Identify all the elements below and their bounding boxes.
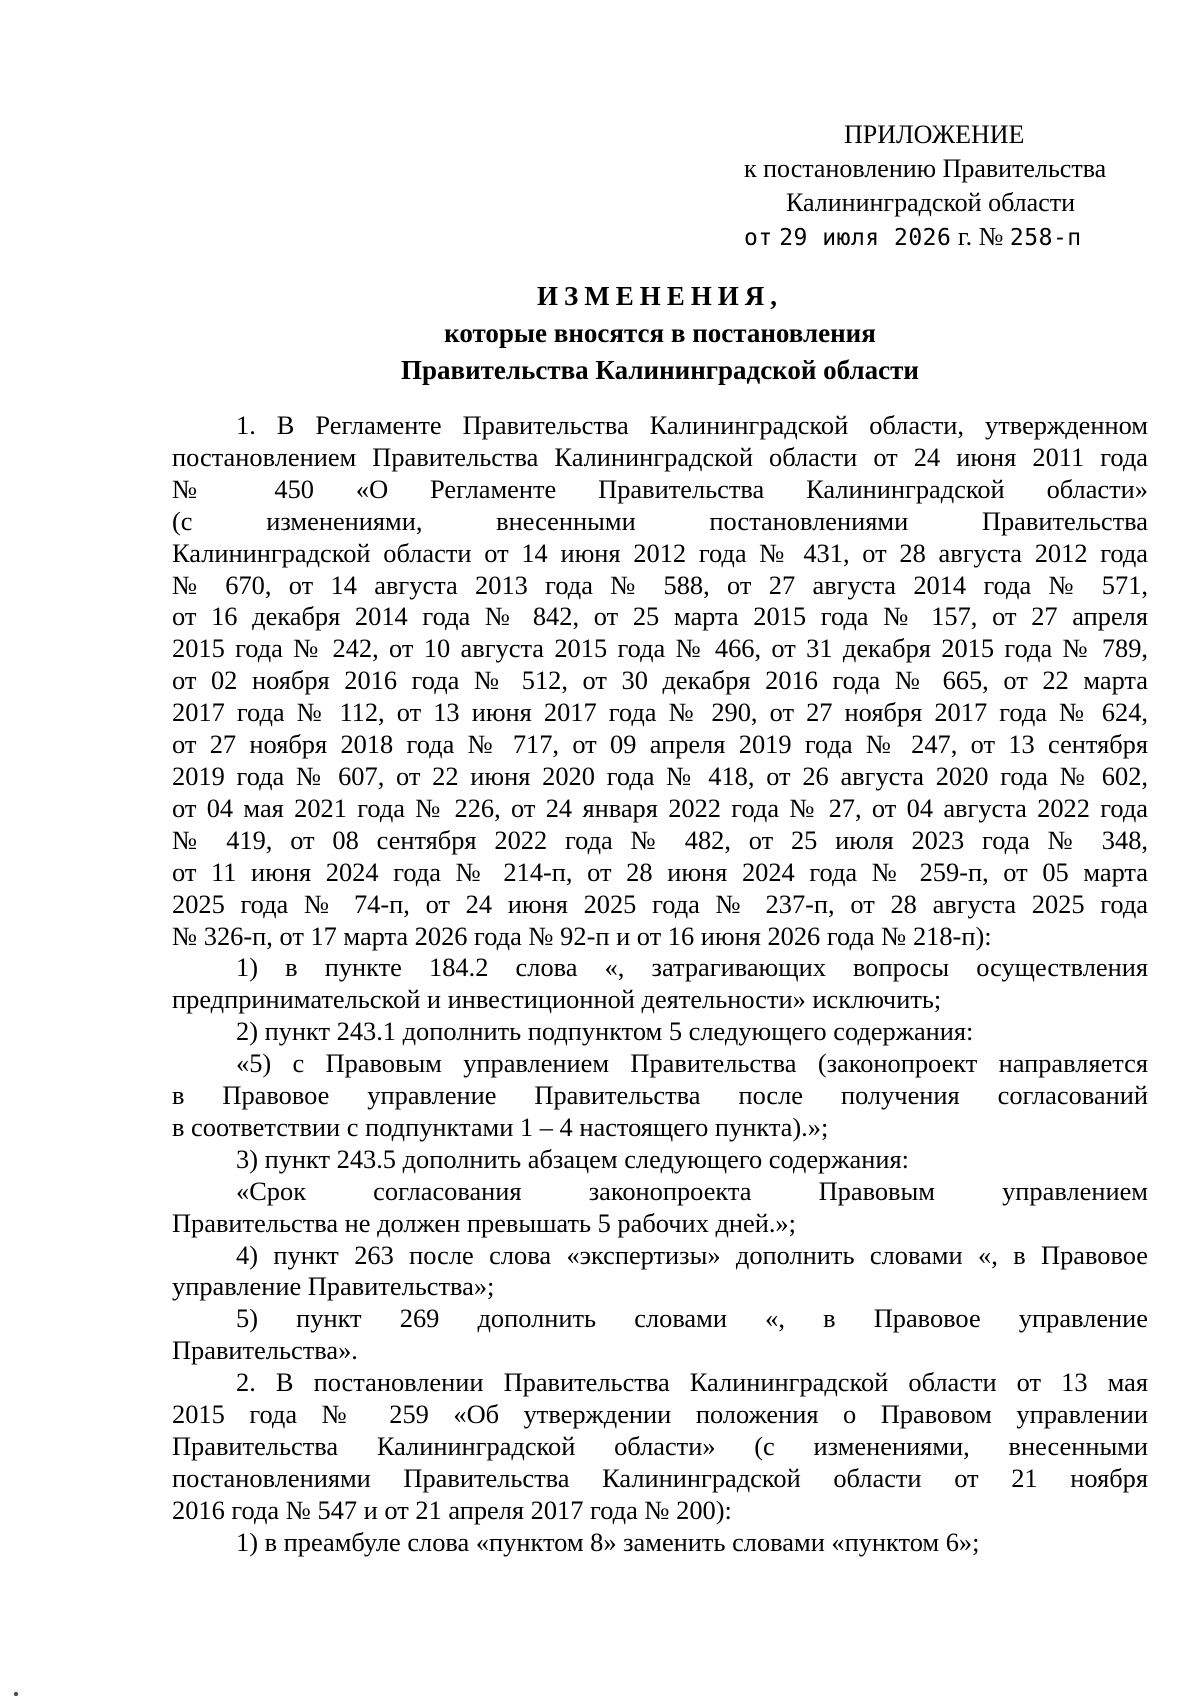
text-line: № 419, от 08 сентября 2022 года № 482, от 25 июля 2023 года № 348, [172,824,1148,855]
text-line: от 04 мая 2021 года № 226, от 24 января 2022 года № 27, от 04 августа 2022 года [172,792,1148,823]
annex-year-suffix: г. № [957,222,1004,251]
text-line: в соответствии с подпунктами 1 – 4 настоящего пункта).»; [172,1111,829,1142]
annex-block [744,118,1164,255]
text-line: «Срок согласования законопроекта Правовым управлением [236,1175,1148,1206]
text-line: 2) пункт 243.1 дополнить подпунктом 5 следующего содержания: [236,1016,974,1047]
text-line: 2017 года № 112, от 13 июня 2017 года № 290, от 27 ноября 2017 года № 624, [172,697,1148,728]
text-line: от 02 ноября 2016 года № 512, от 30 декабря 2016 года № 665, от 22 марта [172,665,1148,696]
text-line: Правительства не должен превышать 5 рабочих дней.»; [172,1207,796,1238]
text-line: от 27 ноября 2018 года № 717, от 09 апреля 2019 года № 247, от 13 сентября [172,729,1148,760]
text-line: 2015 года № 242, от 10 августа 2015 года № 466, от 31 декабря 2015 года № 789, [172,633,1148,664]
text-line: 2. В постановлении Правительства Калининградской области от 13 мая [236,1367,1148,1398]
text-line: № 670, от 14 августа 2013 года № 588, от 27 августа 2014 года № 571, [172,569,1148,600]
annex-date-line [744,220,1164,255]
annex-title: ПРИЛОЖЕНИЕ [844,120,1025,149]
annex-line-3: Калининградской области [786,188,1076,217]
heading-subtitle-2: Правительства Калининградской области [401,355,919,385]
document-page [172,0,1148,1700]
text-line: 2015 года № 259 «Об утверждении положения о Правовом управлении [172,1399,1148,1430]
text-line: постановлениями Правительства Калининградской области от 21 ноября [172,1462,1148,1493]
text-line: 1) в пункте 184.2 слова «, затрагивающих вопросы осуществления [236,952,1148,983]
scan-speck [14,1692,18,1696]
text-line: 1. В Регламенте Правительства Калининградской области, утвержденном [236,410,1148,440]
text-line: 3) пункт 243.5 дополнить абзацем следующего содержания: [236,1143,909,1174]
text-line: 2019 года № 607, от 22 июня 2020 года № 418, от 26 августа 2020 года № 602, [172,760,1148,791]
text-line: «5) с Правовым управлением Правительства (законопроект направляется [236,1048,1148,1079]
text-line: № 450 «О Регламенте Правительства Калининградской области» [172,473,1148,504]
text-line: 2025 года № 74-п, от 24 июня 2025 года № 237-п, от 28 августа 2025 года [172,888,1148,919]
annex-number-handwritten: 258-п [1009,225,1082,251]
text-line: 4) пункт 263 после слова «экспертизы» дополнить словами «, в Правовое [236,1239,1148,1270]
text-line: от 11 июня 2024 года № 214-п, от 28 июня 2024 года № 259-п, от 05 марта [172,856,1148,887]
text-line: управление Правительства»; [172,1271,495,1302]
document-heading [172,278,1148,389]
annex-line-2: к постановлению Правительства [744,154,1107,183]
text-line: от 16 декабря 2014 года № 842, от 25 марта 2015 года № 157, от 27 апреля [172,601,1148,632]
text-line: (с изменениями, внесенными постановлениями Правительства [172,505,1148,536]
text-line: 5) пункт 269 дополнить словами «, в Правовое управление [236,1303,1148,1334]
heading-title: ИЗМЕНЕНИЯ, [536,281,783,311]
text-line: 1) в преамбуле слова «пунктом 8» заменить словами «пунктом 6»; [236,1526,980,1557]
text-line: № 326-п, от 17 марта 2026 года № 92-п и от 16 июня 2026 года № 218-п): [172,920,992,951]
text-line: Калининградской области от 14 июня 2012 года № 431, от 28 августа 2012 года [172,537,1148,568]
text-line: Правительства». [172,1335,358,1366]
document-body [172,410,1148,1559]
annex-date-prefix: от [744,225,773,251]
text-line: в Правовое управление Правительства после получения согласований [172,1080,1148,1111]
text-line: предпринимательской и инвестиционной деятельности» исключить; [172,984,942,1015]
text-line: Правительства Калининградской области» (с изменениями, внесенными [172,1431,1148,1461]
annex-date-handwritten: 29 июля 2026 [779,225,952,251]
text-line: 2016 года № 547 и от 21 апреля 2017 года № 200): [172,1494,732,1525]
text-line: постановлением Правительства Калининградской области от 24 июня 2011 года [172,441,1148,472]
heading-subtitle-1: которые вносятся в постановления [444,318,876,348]
